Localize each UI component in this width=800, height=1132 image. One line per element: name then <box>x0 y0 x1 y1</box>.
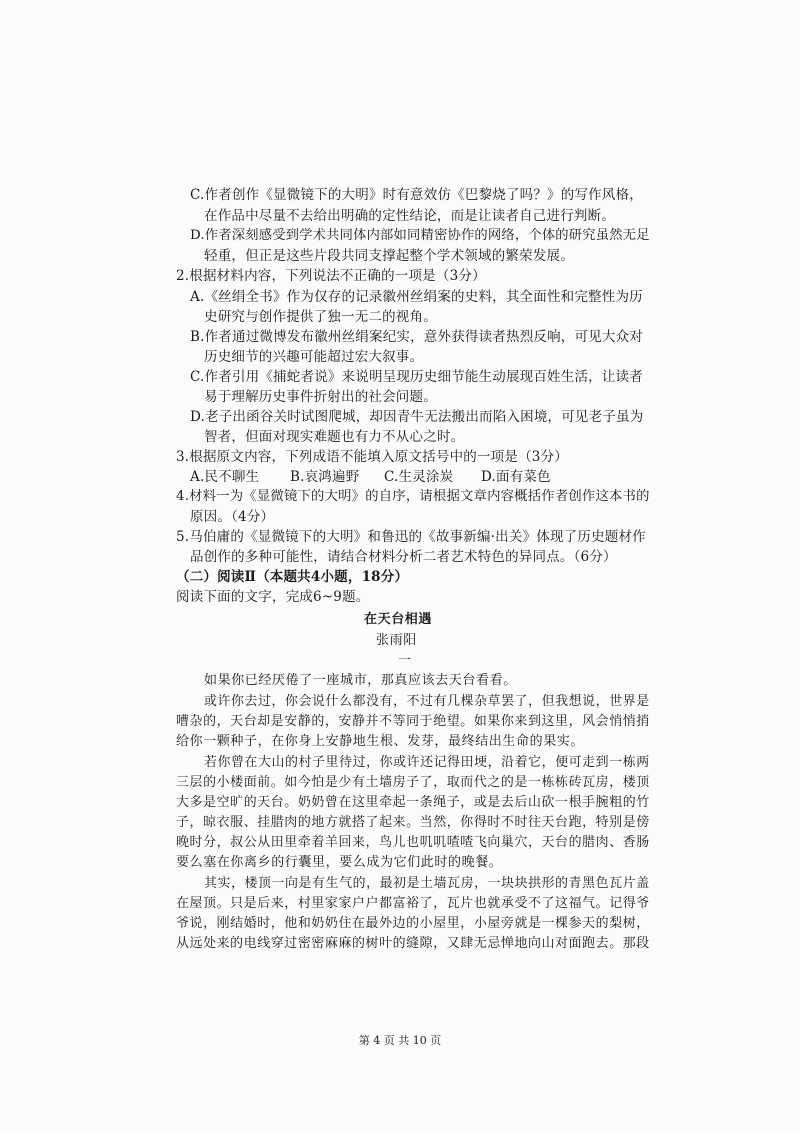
q2-option-b-line1: B.作者通过微博发布徽州丝绢案纪实，意外获得读者热烈反响，可见大众对 <box>190 329 644 345</box>
paragraph-1: 如果你已经厌倦了一座城市，那真应该去天台看看。 <box>204 673 517 688</box>
q4-line1: 4.材料一为《显微镜下的大明》的自序，请根据文章内容概括作者创作这本书的 <box>176 489 650 504</box>
q2-option-d-line2: 智者，但面对现实难题也有力不从心之时。 <box>204 429 465 445</box>
q3-option-a: A.民不聊生 <box>190 469 260 485</box>
paragraph-3-line5: 晚时分，叔公从田里牵着羊回来，鸟儿也叽叽喳喳飞向巢穴，天台的腊肉、香肠 <box>176 835 650 850</box>
q2-option-a-line2: 史研究与创作提供了独一无二的视角。 <box>204 309 437 325</box>
q1-option-d-line2: 轻重，但正是这些片段共同支撑起整个学术领域的繁荣发展。 <box>204 248 574 264</box>
passage-author: 张雨阳 <box>376 633 417 648</box>
section-heading: （二）阅读Ⅱ（本题共4小题，18分） <box>176 569 409 585</box>
section-instruction: 阅读下面的文字，完成6~9题。 <box>176 589 370 605</box>
paragraph-3-line3: 大多是空旷的天台。奶奶曾在这里牵起一条绳子，或是去后山砍一根手腕粗的竹 <box>176 795 650 810</box>
q1-option-c-line1: C.作者创作《显微镜下的大明》时有意效仿《巴黎烧了吗？》的写作风格， <box>190 187 643 203</box>
page-footer: 第 4 页 共 10 页 <box>358 1034 442 1047</box>
paragraph-3-line6: 要么塞在你离乡的行囊里，要么成为它们此时的晚餐。 <box>176 855 503 870</box>
paragraph-4-line1: 其实，楼顶一向是有生气的，最初是土墙瓦房，一块块拱形的青黑色瓦片盖 <box>204 876 650 891</box>
paragraph-4-line2: 在屋顶。只是后来，村里家家户户都富裕了，瓦片也就承受不了这福气。记得爷 <box>176 896 650 911</box>
paragraph-2-line1: 或许你去过，你会说什么都没有，不过有几棵杂草罢了，但我想说，世界是 <box>204 694 650 709</box>
paragraph-3-line1: 若你曾在大山的村子里待过，你或许还记得田埂，沿着它，便可走到一栋两 <box>204 755 650 770</box>
paragraph-2-line3: 给你一颗种子，在你身上安静地生根、发芽，最终结出生命的果实。 <box>176 734 585 749</box>
q2-option-a-line1: A.《丝绢全书》作为仅存的记录徽州丝绢案的史料，其全面性和完整性为历 <box>190 289 643 305</box>
paragraph-4-line4: 从远处来的电线穿过密密麻麻的树叶的缝隙，又肆无忌惮地向山对面跑去。那段 <box>176 936 650 951</box>
q4-line2: 原因。（4分） <box>190 509 275 525</box>
q2-stem: 2.根据材料内容，下列说法不正确的一项是（3分） <box>176 268 486 284</box>
q3-option-d: D.面有菜色 <box>481 469 551 485</box>
q2-option-c-line1: C.作者引用《捕蛇者说》来说明呈现历史细节能生动展现百姓生活，让读者 <box>190 369 643 385</box>
q1-option-d-line1: D.作者深刻感受到学术共同体内部如同精密协作的网络，个体的研究虽然无足 <box>190 228 650 243</box>
paragraph-3-line4: 子，晾衣服、挂腊肉的地方就搭了起来。当然，你得时不时往天台跑，特别是傍 <box>176 815 650 830</box>
q2-option-c-line2: 易于理解历史事件折射出的社会问题。 <box>204 389 437 405</box>
paragraph-3-line2: 三层的小楼面前。如今怕是少有土墙房子了，取而代之的是一栋栋砖瓦房，楼顶 <box>176 775 650 790</box>
q2-option-b-line2: 历史细节的兴趣可能超过宏大叙事。 <box>204 349 424 365</box>
q3-stem: 3.根据原文内容，下列成语不能填入原文括号中的一项是（3分） <box>176 449 568 465</box>
paragraph-4-line3: 爷说，刚结婚时，他和奶奶住在最外边的小屋里，小屋旁就是一棵参天的梨树， <box>176 916 650 931</box>
passage-part-number: 一 <box>398 653 412 668</box>
q5-line1: 5.马伯庸的《显微镜下的大明》和鲁迅的《故事新编·出关》体现了历史题材作 <box>176 529 646 545</box>
q1-option-c-line2: 在作品中尽量不去给出明确的定性结论，而是让读者自己进行判断。 <box>204 208 615 224</box>
q2-option-d-line1: D.老子出函谷关时试图爬城，却因青牛无法搬出而陷入困境，可见老子虽为 <box>190 409 644 425</box>
passage-title: 在天台相遇 <box>364 612 433 627</box>
q5-line2: 品创作的多种可能性，请结合材料分析二者艺术特色的异同点。（6分） <box>190 549 617 565</box>
paragraph-2-line2: 嘈杂的，天台却是安静的，安静并不等同于绝望。如果你来到这里，风会悄悄捎 <box>176 714 650 729</box>
q3-option-c: C.生灵涂炭 <box>384 469 454 485</box>
q3-option-b: B.哀鸿遍野 <box>290 469 360 485</box>
